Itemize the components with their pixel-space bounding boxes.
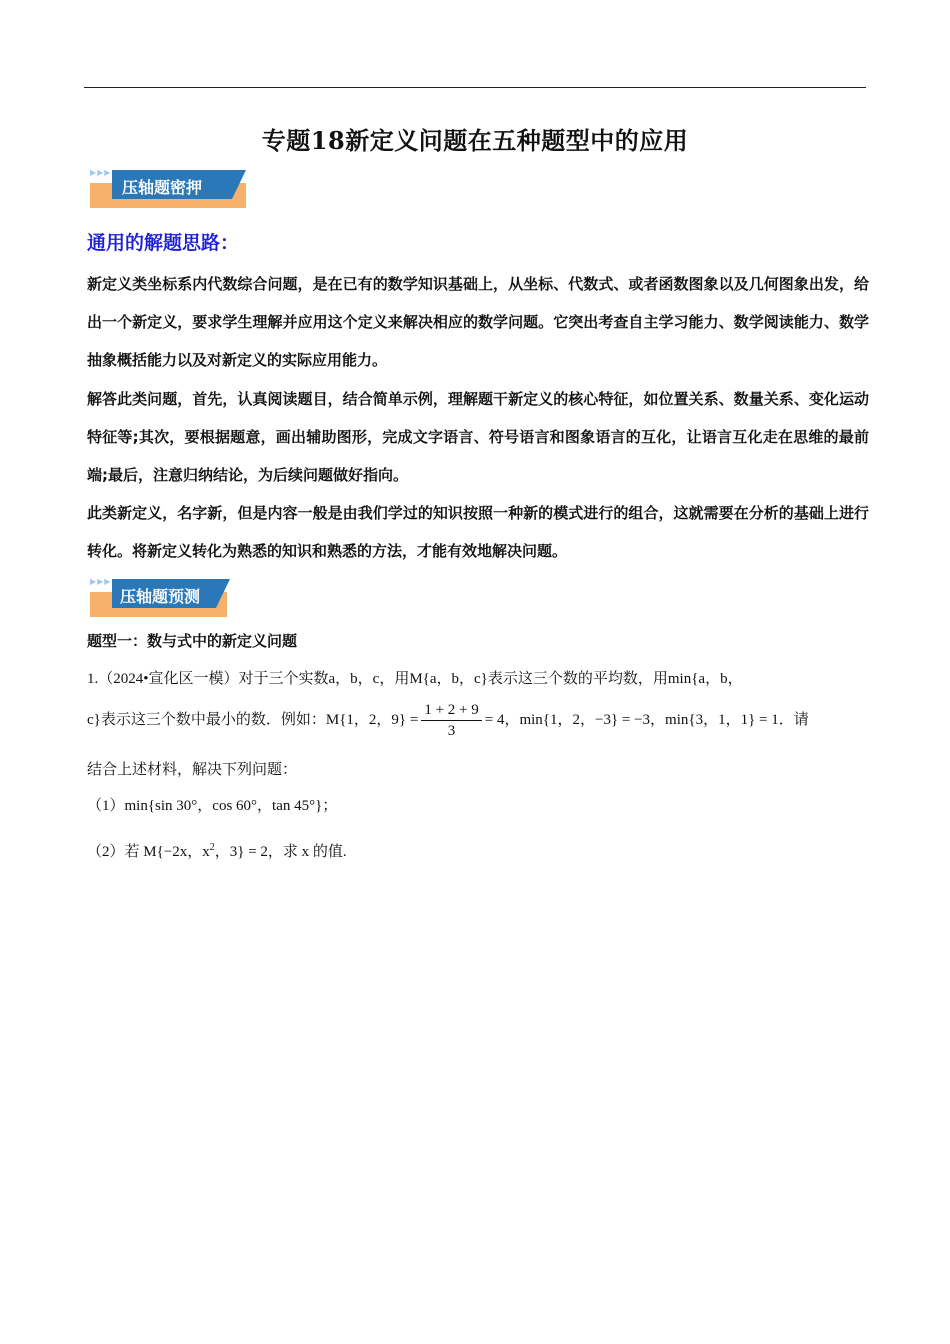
question-1: （1）min{sin 30°，cos 60°，tan 45°}；	[87, 798, 338, 814]
header-rule	[84, 87, 866, 88]
problem-line: 结合上述材料，解决下列问题：	[87, 762, 298, 778]
question-2: （2）若 M{−2x，$x^2$，3} = 2，求 x 的值.	[87, 842, 347, 860]
banner-label: 压轴题预测	[120, 587, 201, 606]
arrow-decoration-icon: ▶▶▶	[90, 577, 112, 586]
banner-yazhou-miya	[90, 166, 260, 210]
banner-yazhou-yuce	[90, 575, 240, 619]
banner-label: 压轴题密押	[122, 178, 203, 197]
problem-line: 1.（2024•宣化区一模）对于三个实数a，b，c，用M{a，b，c}表示这三个数的平均数，用min{a，b，	[87, 671, 743, 687]
paragraph: 此类新定义，名字新，但是内容一般是由我们学过的知识按照一种新的模式进行的组合，这就需要在分析的基础上进行转化。将新定义转化为熟悉的知识和熟悉的方法，才能有效地解决问题。	[87, 504, 869, 560]
paragraph: 新定义类坐标系内代数综合问题，是在已有的数学知识基础上，从坐标、代数式、或者函数图象以及几何图象出发，给出一个新定义，要求学生理解并应用这个定义来解决相应的数学问题。它突出考查自主学习能力、数学阅读能力、数学抽象概括能力以及对新定义的实际应用能力。	[87, 275, 869, 369]
page-title: 专题18新定义问题在五种题型中的应用	[261, 126, 689, 155]
arrow-decoration-icon: ▶▶▶	[90, 168, 112, 177]
problem-type-heading: 题型一：数与式中的新定义问题	[87, 632, 298, 650]
paragraph: 解答此类问题，首先，认真阅读题目，结合简单示例，理解题干新定义的核心特征，如位置关系、数量关系、变化运动特征等;其次，要根据题意，画出辅助图形，完成文字语言、符号语言和图象语言的互化，让语言互化走在思维的最前端;最后，注意归纳结论，为后续问题做好指向。	[87, 390, 869, 484]
problem-line-with-fraction: c}表示这三个数中最小的数．例如：M{1，2，9} = $\frac{1 + 2 + 9}{3}$ = 4，min{1，2，−3} = −3，min{3，1，1} = 1．请	[87, 702, 809, 739]
section-heading: 通用的解题思路：	[87, 232, 240, 254]
fraction: $\frac{1 + 2 + 9}{3}$	[421, 700, 481, 741]
